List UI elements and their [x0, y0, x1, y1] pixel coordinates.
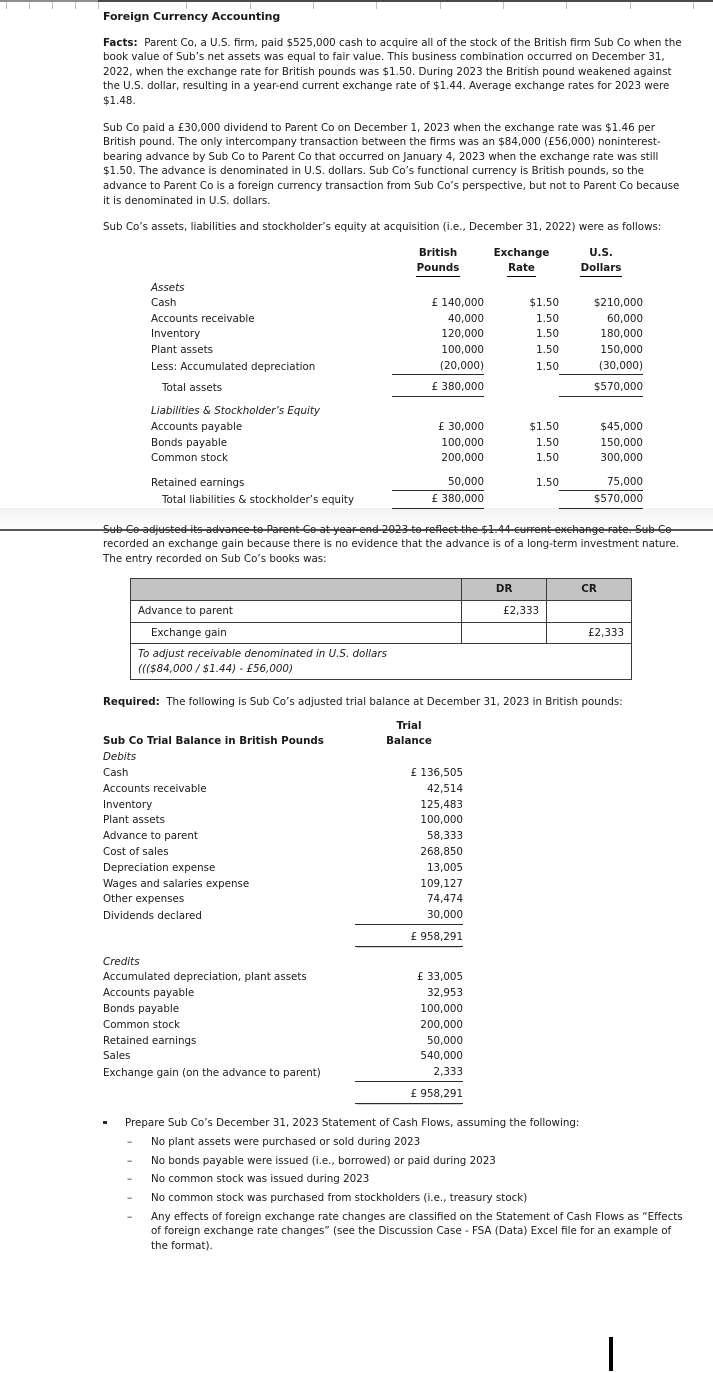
table-row: Sales 540,000 — [103, 1050, 463, 1063]
table-row: Inventory 125,483 — [103, 798, 463, 811]
paragraph-required — [103, 695, 687, 710]
list-item: – No common stock was purchased from stockholders (i.e., treasury stock) — [127, 1191, 528, 1204]
facts-text: Parent Co, a U.S. firm, paid $525,000 cash to acquire all of the stock of the British firm Sub Co when the book value of Sub’s net assets was equal to fair value. This business combination occurred on December 31, 2022, when the exchange rate for British pounds was $1.50. During 2023 the British pound weakened against the U.S. dollar, resulting in a year-end current exchange rate of $1.44. Average exchange rates for 2023 were $1.48. — [103, 36, 682, 108]
assets-section-heading: Assets — [151, 281, 185, 294]
table-row: Exchange gain £2,333 — [131, 622, 632, 644]
header-exchange-rate: Exchange Rate — [484, 246, 559, 278]
list-item: Prepare Sub Co’s December 31, 2023 Statement of Cash Flows, assuming the following: — [103, 1116, 687, 1131]
journal-header-account — [131, 579, 462, 601]
credits-heading-row: Credits — [103, 955, 140, 968]
journal-header-cr: CR — [547, 579, 632, 601]
journal-header-dr: DR — [462, 579, 547, 601]
trial-balance-table — [103, 718, 687, 1103]
dash-bullet-icon: – — [127, 1154, 133, 1167]
paragraph-acquisition-intro: Sub Co’s assets, liabilities and stockholder’s equity at acquisition (i.e., December 31, 2022) were as follows: — [103, 221, 662, 234]
dash-bullet-icon: – — [127, 1210, 133, 1223]
total-liabilities-row: Total liabilities & stockholder’s equity £ 380,000 $570,000 — [140, 491, 643, 508]
table-row: Depreciation expense 13,005 — [103, 861, 463, 874]
table-row: Retained earnings 50,000 — [103, 1034, 463, 1047]
table-row: Other expenses 74,474 — [103, 893, 463, 906]
table-row: Bonds payable 100,000 1.50 150,000 — [151, 436, 643, 449]
table-row: Exchange gain (on the advance to parent) 2,333 — [103, 1065, 463, 1082]
trial-balance-title-row: Sub Co Trial Balance in British Pounds Balance — [103, 735, 432, 748]
table-row: Plant assets 100,000 1.50 150,000 — [151, 344, 643, 357]
table-row: Common stock 200,000 — [103, 1018, 463, 1031]
instructions-list — [103, 1116, 687, 1254]
table-row: Accounts payable 32,953 — [103, 987, 463, 1000]
table-row: Accounts payable £ 30,000 $1.50 $45,000 — [151, 421, 643, 434]
required-label: Required: — [103, 696, 160, 709]
paragraph-facts — [103, 36, 687, 109]
table-row: Cash £ 136,505 — [103, 767, 463, 780]
paragraph-dividend: Sub Co paid a £30,000 dividend to Parent Co on December 1, 2023 when the exchange rate was $1.46 per British pound. The only intercompany transaction between the firms was an $84,000 (£56,000) noninterest-bearing advance by Sub Co to Parent Co that occurred on January 4, 2023 when the exchange rate was still $1.50. The advance is denominated in U.S. dollars. Sub Co’s functional currency is British pounds, so the advance to Parent Co is a foreign currency transaction from Sub Co’s perspective, but not to Parent Co because it is denominated in U.S. dollars. — [103, 121, 680, 207]
page-title: Foreign Currency Accounting — [103, 10, 281, 23]
table-row: Advance to parent £2,333 — [131, 601, 632, 623]
header-us-dollars: U.S. Dollars — [559, 246, 643, 278]
table-row: Plant assets 100,000 — [103, 814, 463, 827]
debits-total-row: £ 958,291 — [103, 929, 463, 946]
journal-entry-table — [103, 578, 687, 680]
dash-bullet-icon: – — [127, 1136, 133, 1149]
journal-memo-row-2: ((($84,000 / $1.44) - £56,000) — [131, 662, 632, 680]
journal-header-row — [131, 579, 632, 601]
scan-shadow-band — [0, 508, 713, 529]
required-text: The following is Sub Co’s adjusted trial balance at December 31, 2023 in British pounds: — [166, 696, 623, 709]
balance-sheet-header-row — [140, 246, 643, 278]
table-row: Advance to parent 58,333 — [103, 830, 463, 843]
dash-bullet-icon: – — [127, 1191, 133, 1204]
total-assets-row: Total assets £ 380,000 $570,000 — [140, 380, 643, 397]
table-row: Cost of sales 268,850 — [103, 846, 463, 859]
header-british-pounds: British Pounds — [392, 246, 484, 278]
table-row: Accumulated depreciation, plant assets £ 33,005 — [103, 971, 463, 984]
list-item: – Any effects of foreign exchange rate changes are classified on the Statement of Cash Flows as “Effects of foreign exchange rate changes” (see the Discussion Case - FSA (Data) Excel file for an example of the format). — [127, 1210, 683, 1252]
debits-heading-row: Debits — [103, 751, 137, 764]
facts-label: Facts: — [103, 36, 138, 49]
scan-artifact-line — [0, 529, 713, 531]
list-item: – No plant assets were purchased or sold during 2023 — [127, 1136, 421, 1149]
list-item: – No bonds payable were issued (i.e., borrowed) or paid during 2023 — [127, 1154, 496, 1167]
table-row: Cash £ 140,000 $1.50 $210,000 — [151, 297, 643, 310]
table-row: Common stock 200,000 1.50 300,000 — [151, 452, 643, 465]
table-row: Accounts receivable 40,000 1.50 60,000 — [151, 312, 643, 325]
trial-balance-col-header: Trial — [396, 719, 422, 732]
acquisition-balance-sheet — [103, 246, 687, 509]
journal-memo-row-1: To adjust receivable denominated in U.S. dollars — [131, 644, 632, 662]
table-row: Less: Accumulated depreciation (20,000) 1.50 (30,000) — [140, 358, 643, 375]
table-row: Wages and salaries expense 109,127 — [103, 877, 463, 890]
table-row: Inventory 120,000 1.50 180,000 — [151, 328, 643, 341]
text-cursor — [609, 1337, 613, 1371]
paragraph-adjustment: recorded an exchange gain because there is no evidence that the advance is of a long-term investment nature. The entry recorded on Sub Co’s books was: — [103, 538, 680, 565]
table-row: Dividends declared 30,000 — [103, 908, 463, 925]
liabilities-section-heading: Liabilities & Stockholder’s Equity — [151, 405, 320, 418]
square-bullet-icon — [103, 1121, 107, 1125]
table-row: Accounts receivable 42,514 — [103, 782, 463, 795]
list-item: – No common stock was issued during 2023 — [127, 1173, 370, 1186]
table-row: Retained earnings 50,000 1.50 75,000 — [140, 474, 643, 491]
credits-total-row: £ 958,291 — [103, 1086, 463, 1103]
dash-bullet-icon: – — [127, 1173, 133, 1186]
table-row: Bonds payable 100,000 — [103, 1003, 463, 1015]
